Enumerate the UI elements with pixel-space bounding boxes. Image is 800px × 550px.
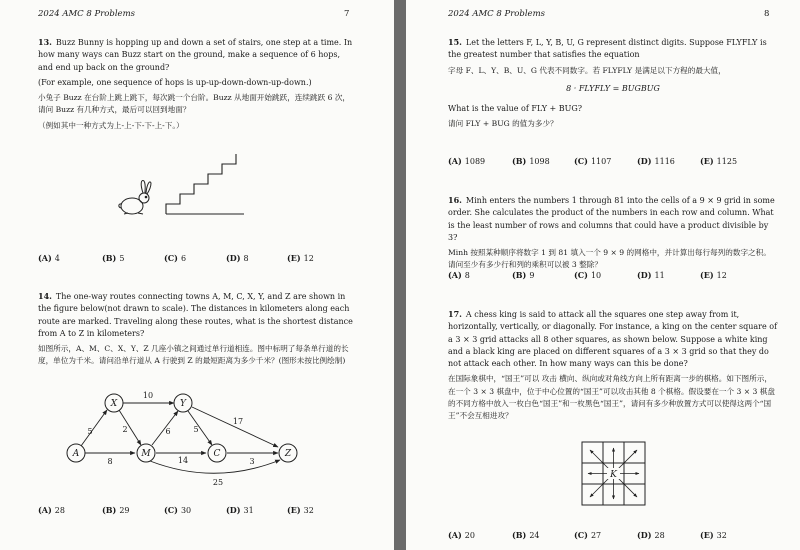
problem-question-zh: 请问 FLY + BUG 的值为多少？	[448, 119, 558, 129]
choice-e[interactable]: (E) 12	[287, 253, 314, 263]
edge-y-z	[192, 407, 278, 447]
edge-weight: 3	[249, 457, 255, 466]
choice-a[interactable]: (A) 1089	[448, 156, 486, 166]
choice-b[interactable]: (B) 24	[512, 530, 540, 540]
problem-13	[38, 36, 354, 135]
problem-text: Buzz Bunny is hopping up and down a set of stairs, one step at a time. In how many ways can Buzz start on the ground, make a sequence of 6 hops, and end up back on the ground?	[38, 38, 353, 72]
choice-c[interactable]: (C) 1107	[574, 156, 612, 166]
bunny-stairs-figure	[110, 148, 250, 224]
problem-text-zh: 如图所示，A、M、C、X、Y、Z 几座小镇之间通过单行道相连。图中标明了每条单行道的长度，单位为千米。请问沿单行道从 A 行驶到 Z 的最短距离为多少千米？(图形未按比例绘制)	[38, 344, 349, 366]
answer-choices-15	[448, 156, 788, 168]
problem-number: 14.	[38, 291, 52, 301]
choice-c[interactable]: (C) 10	[574, 270, 602, 280]
node-label: M	[141, 449, 151, 459]
problem-text-zh: 字母 F、L、Y、B、U、G 代表不同数字。若 FLYFLY 是满足以下方程的最大值，	[448, 65, 726, 75]
edge-a-x	[81, 410, 107, 446]
edge-y-c	[188, 411, 212, 445]
choice-d[interactable]: (D) 28	[637, 530, 665, 540]
edge-weight: 25	[212, 478, 224, 487]
problem-text-zh: 小兔子 Buzz 在台阶上跳上跳下，每次跳一个台阶。Buzz 从地面开始跳跃，连续跳跃 6 次，请问 Buzz 有几种方式，最后可以回到地面？	[38, 93, 351, 115]
choice-d[interactable]: (D) 11	[637, 270, 665, 280]
problem-text: Minh enters the numbers 1 through 81 into the cells of a 9 × 9 grid in some order. She calculates the product of the numbers in each row and column. What is the least number of rows and columns that could have a product divisible by 3?	[448, 196, 775, 242]
choice-d[interactable]: (D) 31	[226, 505, 254, 515]
problem-number: 16.	[448, 195, 462, 205]
king-grid	[580, 440, 648, 508]
node-label: X	[110, 399, 118, 409]
node-label: Z	[284, 449, 292, 459]
node-label: A	[72, 449, 80, 459]
king-label: K	[610, 470, 617, 480]
problem-text-zh: Minh 按照某种顺序将数字 1 到 81 填入一个 9 × 9 的网格中，并计算出每行每列的数字之积。请问至少有多少行和列的乘积可以被 3 整除？	[448, 248, 771, 270]
node-label: Y	[180, 399, 186, 409]
page-number: 8	[764, 9, 770, 19]
problem-16	[448, 194, 778, 275]
choice-c[interactable]: (C) 6	[164, 253, 187, 263]
problem-example-zh: （例如其中一种方式为上-上-下-下-上-下。）	[38, 120, 184, 130]
problem-number: 13.	[38, 37, 52, 47]
choice-a[interactable]: (A) 8	[448, 270, 470, 280]
choice-e[interactable]: (E) 12	[700, 270, 727, 280]
choice-a[interactable]: (A) 28	[38, 505, 65, 515]
problem-text-zh: 在国际象棋中，“国王”可以 攻击 横向、纵向或对角线方向上所有距离一步的棋格。如下图所示，在一个 3 × 3 棋盘中，位于中心位置的“国王”可以攻击其他 8 个棋格。假设要在一个 3 × 3 棋盘的不同方格中放入一枚白色“国王”和一枚黑色“国王”，请问有多少种放置方式可以使得这两个“国王”不会互相进攻？	[448, 374, 775, 421]
choice-b[interactable]: (B) 9	[512, 270, 535, 280]
choice-b[interactable]: (B) 29	[102, 505, 130, 515]
edge-weight: 5	[87, 427, 93, 436]
choice-a[interactable]: (A) 4	[38, 253, 60, 263]
edge-weight: 8	[107, 457, 113, 466]
choice-a[interactable]: (A) 20	[448, 530, 475, 540]
edge-weight: 17	[232, 417, 244, 426]
page-header: 2024 AMC 8 Problems	[448, 9, 546, 19]
answer-choices-16	[448, 270, 788, 282]
edge-weight: 5	[193, 425, 199, 434]
choice-b[interactable]: (B) 5	[102, 253, 125, 263]
answer-choices-14	[38, 505, 368, 517]
choice-e[interactable]: (E) 1125	[700, 156, 738, 166]
choice-b[interactable]: (B) 1098	[512, 156, 550, 166]
page-number: 7	[344, 9, 350, 19]
problem-text: Let the letters F, L, Y, B, U, G represent distinct digits. Suppose FLYFLY is the greatest number that satisfies the equation	[448, 38, 767, 60]
problem-17	[448, 308, 778, 425]
edge-weight: 6	[165, 427, 171, 436]
equation: 8 · FLYFLY = BUGBUG	[566, 83, 660, 93]
answer-choices-13	[38, 253, 368, 265]
problem-number: 17.	[448, 309, 462, 319]
problem-example: (For example, one sequence of hops is up-up-down-down-up-down.)	[38, 77, 312, 87]
answer-choices-17	[448, 530, 788, 542]
bunny-icon	[119, 181, 151, 214]
page-7	[0, 0, 394, 550]
choice-e[interactable]: (E) 32	[700, 530, 727, 540]
problem-number: 15.	[448, 37, 462, 47]
node-label: C	[213, 449, 221, 459]
page-header: 2024 AMC 8 Problems	[38, 9, 136, 19]
route-graph	[40, 386, 340, 490]
choice-c[interactable]: (C) 27	[574, 530, 602, 540]
problem-text: The one-way routes connecting towns A, M, C, X, Y, and Z are shown in the figure below(not drawn to scale). The distances in kilometers along each route are marked. Traveling along these routes, what is the shortest distance from A to Z in kilometers?	[38, 292, 353, 338]
problem-text: A chess king is said to attack all the squares one step away from it, horizontally, vertically, or diagonally. For instance, a king on the center square of a 3 × 3 grid attacks all 8 other squares, as shown below. Suppose a white king and a black king are placed on different squares of a 3 × 3 grid so that they do not attack each other. In how many ways can this be done?	[448, 310, 778, 369]
stairs	[166, 154, 244, 214]
edge-weight: 10	[142, 391, 154, 400]
choice-c[interactable]: (C) 30	[164, 505, 192, 515]
problem-15	[448, 36, 778, 134]
choice-d[interactable]: (D) 1116	[637, 156, 675, 166]
choice-e[interactable]: (E) 32	[287, 505, 314, 515]
problem-14	[38, 290, 354, 371]
page-8	[406, 0, 800, 550]
problem-question: What is the value of FLY + BUG?	[448, 104, 583, 114]
choice-d[interactable]: (D) 8	[226, 253, 249, 263]
edge-weight: 2	[122, 425, 128, 434]
edge-weight: 14	[177, 456, 189, 465]
